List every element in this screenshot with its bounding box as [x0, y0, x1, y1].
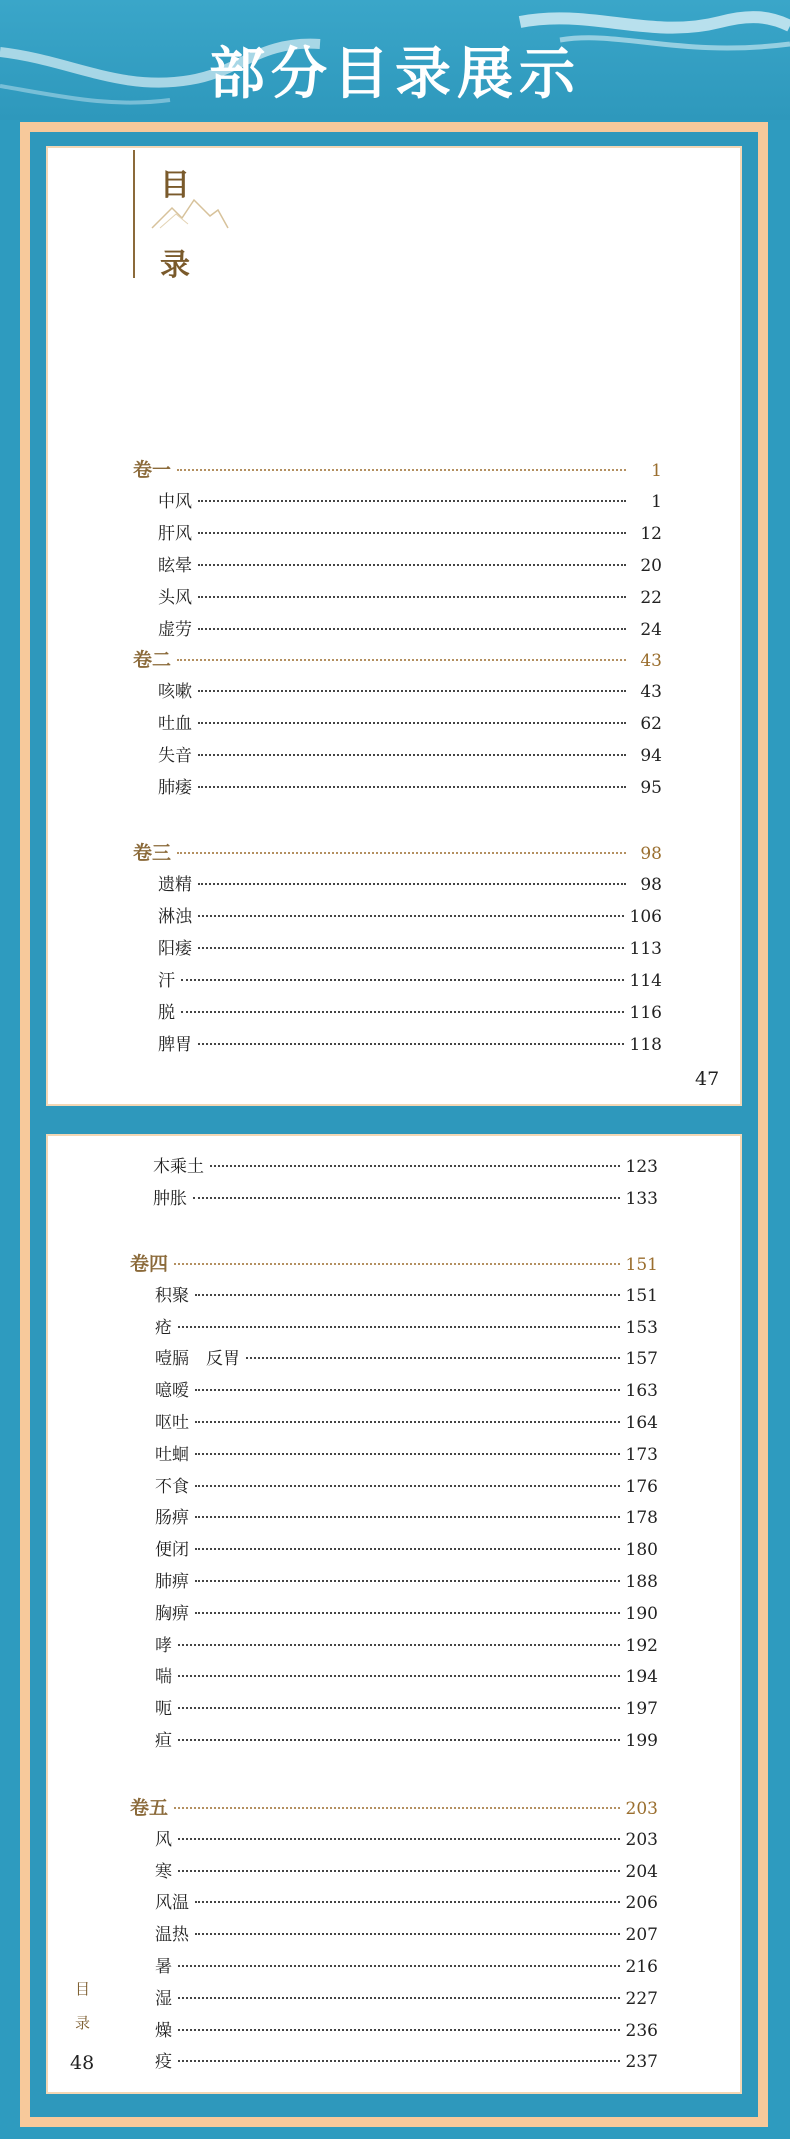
page-ref: 113 [629, 939, 662, 959]
page-ref: 22 [640, 588, 662, 608]
volume-row [133, 838, 662, 865]
toc-entry [158, 487, 662, 512]
page-ref: 62 [640, 714, 662, 734]
entry-label: 喘 [155, 1667, 172, 1688]
page-ref: 203 [625, 1829, 658, 1850]
toc-entry [155, 1313, 658, 1338]
entry-label: 阳痿 [158, 939, 192, 959]
toc-entry [155, 1535, 658, 1560]
dot-leader [195, 1516, 620, 1518]
page-ref: 133 [625, 1189, 658, 1209]
dot-leader [178, 1675, 620, 1677]
toc-entry [155, 1920, 658, 1945]
page-ref: 194 [625, 1667, 658, 1688]
dot-leader [177, 852, 626, 854]
entry-label: 不食 [155, 1476, 189, 1497]
page-ref: 227 [625, 1988, 658, 2009]
toc-entry [153, 1184, 658, 1209]
entry-label: 寒 [155, 1861, 172, 1882]
dot-leader [195, 1294, 620, 1296]
dot-leader [195, 1612, 620, 1614]
dot-leader [178, 1965, 620, 1967]
page-ref: 106 [629, 907, 662, 927]
page-ref: 118 [629, 1035, 662, 1055]
toc-entry [155, 1567, 658, 1592]
page-ref: 20 [640, 556, 662, 576]
toc-entry [155, 1857, 658, 1882]
entry-label: 汗 [158, 971, 175, 991]
toc-heading-bottom: 录 [160, 248, 190, 283]
entry-label: 吐蛔 [155, 1444, 189, 1465]
toc-entry [155, 1440, 658, 1465]
page-ref: 206 [625, 1893, 658, 1914]
toc-entry [155, 1726, 658, 1751]
page-ref: 237 [625, 2052, 658, 2073]
entry-label: 噫嗳 [155, 1381, 189, 1402]
page-ref: 216 [625, 1957, 658, 1977]
entry-label: 胸痹 [155, 1603, 189, 1624]
entry-label: 风 [155, 1829, 172, 1850]
entry-label: 积聚 [155, 1285, 189, 1306]
volume-title: 卷二 [133, 649, 172, 671]
toc-heading-top: 目 [160, 168, 190, 203]
dot-leader [198, 500, 626, 502]
entry-label: 肠痹 [155, 1508, 189, 1529]
volume-title: 卷三 [133, 842, 172, 864]
dot-leader [195, 1580, 620, 1582]
page-ref: 12 [640, 524, 662, 544]
dot-leader [198, 947, 624, 949]
entry-label: 湿 [155, 1988, 172, 2009]
entry-label: 头风 [158, 588, 192, 608]
page-ref: 173 [625, 1444, 658, 1465]
dot-leader [198, 532, 626, 534]
page-ref: 94 [640, 746, 662, 766]
dot-leader [181, 979, 624, 981]
dot-leader [198, 722, 626, 724]
toc-entry [155, 2016, 658, 2041]
dot-leader [198, 786, 626, 788]
page-number-48: 48 [70, 2052, 95, 2074]
toc-entry [158, 870, 662, 895]
entry-label: 肺痹 [155, 1572, 189, 1592]
mountain-icon [150, 196, 230, 232]
toc-entry [158, 551, 662, 576]
toc-entry [155, 1952, 658, 1977]
heading-rule [133, 150, 135, 278]
page-ref: 123 [625, 1157, 658, 1177]
page-ref: 164 [625, 1413, 658, 1433]
page-ref: 151 [625, 1285, 658, 1306]
entry-label: 哮 [155, 1635, 172, 1656]
toc-entry [155, 1344, 658, 1369]
entry-label: 温热 [155, 1925, 189, 1946]
dot-leader [174, 1263, 620, 1265]
page-ref: 43 [640, 651, 662, 671]
dot-leader [198, 564, 626, 566]
dot-leader [178, 1870, 620, 1872]
toc-entry [158, 773, 662, 798]
toc-entry [155, 1825, 658, 1850]
entry-label: 疮 [155, 1317, 172, 1338]
dot-leader [193, 1197, 620, 1199]
toc-entry [155, 1376, 658, 1401]
page-ref: 98 [640, 875, 662, 895]
page-ref: 203 [625, 1799, 658, 1819]
page-ref: 98 [640, 844, 662, 864]
entry-label: 肝风 [158, 524, 192, 544]
toc-entry [153, 1152, 658, 1177]
dot-leader [210, 1165, 620, 1167]
dot-leader [198, 690, 626, 692]
entry-label: 虚劳 [158, 620, 192, 640]
toc-entry [155, 1662, 658, 1687]
entry-label: 肿胀 [153, 1189, 187, 1209]
entry-label: 燥 [155, 2020, 172, 2041]
toc-entry [155, 1472, 658, 1497]
page-ref: 114 [629, 971, 662, 991]
dot-leader [195, 1485, 620, 1487]
toc-entry [158, 966, 662, 991]
dot-leader [178, 1997, 620, 1999]
dot-leader [246, 1357, 620, 1359]
dot-leader [198, 1043, 624, 1045]
page-ref: 180 [625, 1540, 658, 1561]
page-ref: 199 [625, 1731, 658, 1751]
page-ref: 204 [625, 1861, 658, 1882]
dot-leader [198, 596, 626, 598]
dot-leader [195, 1548, 620, 1550]
page-ref: 1 [651, 492, 662, 512]
toc-entry [158, 902, 662, 927]
dot-leader [178, 1326, 620, 1328]
dot-leader [178, 2060, 620, 2062]
dot-leader [177, 659, 626, 661]
entry-label: 肺痿 [158, 778, 192, 798]
toc-entry [155, 1408, 658, 1433]
dot-leader [174, 1807, 620, 1809]
side-mark-top: 目 [75, 1980, 91, 1998]
page-ref: 188 [625, 1572, 658, 1592]
entry-label: 疫 [155, 2052, 172, 2073]
volume-row [130, 1249, 658, 1276]
page-ref: 157 [625, 1349, 658, 1370]
page-ref: 153 [625, 1317, 658, 1338]
page-ref: 24 [640, 620, 662, 640]
side-mark-bottom: 录 [75, 2014, 91, 2032]
dot-leader [177, 469, 626, 471]
dot-leader [198, 628, 626, 630]
page-ref: 190 [625, 1603, 658, 1624]
page-ref: 163 [625, 1381, 658, 1402]
dot-leader [195, 1389, 620, 1391]
toc-entry [155, 1888, 658, 1913]
toc-entry [158, 615, 662, 640]
toc-entry [155, 1631, 658, 1656]
toc-entry [158, 709, 662, 734]
entry-label: 木乘土 [153, 1157, 204, 1177]
dot-leader [198, 915, 624, 917]
toc-entry [155, 1599, 658, 1624]
toc-entry [155, 1503, 658, 1528]
dot-leader [178, 1739, 620, 1741]
toc-entry [158, 519, 662, 544]
dot-leader [178, 2029, 620, 2031]
dot-leader [198, 754, 626, 756]
entry-label: 暑 [155, 1957, 172, 1977]
title-banner [0, 0, 790, 120]
entry-label: 淋浊 [158, 907, 192, 927]
entry-label: 吐血 [158, 714, 192, 734]
toc-entry [158, 741, 662, 766]
entry-label: 遗精 [158, 875, 192, 895]
volume-row [133, 455, 662, 482]
volume-title: 卷一 [133, 459, 172, 481]
dot-leader [178, 1838, 620, 1840]
entry-label: 风温 [155, 1893, 189, 1914]
dot-leader [178, 1644, 620, 1646]
entry-label: 脾胃 [158, 1035, 192, 1055]
page-ref: 207 [625, 1925, 658, 1946]
dot-leader [195, 1933, 620, 1935]
dot-leader [195, 1421, 620, 1423]
page-number-47: 47 [695, 1068, 720, 1090]
page-ref: 95 [640, 778, 662, 798]
dot-leader [195, 1901, 620, 1903]
dot-leader [198, 883, 626, 885]
volume-row [130, 1793, 658, 1820]
page-ref: 1 [651, 461, 662, 481]
toc-entry [158, 677, 662, 702]
entry-label: 便闭 [155, 1540, 189, 1561]
entry-label: 疸 [155, 1731, 172, 1751]
entry-label: 脱 [158, 1003, 175, 1023]
volume-title: 卷五 [130, 1797, 169, 1819]
page-ref: 151 [625, 1255, 658, 1275]
entry-label: 中风 [158, 492, 192, 512]
toc-entry [155, 1984, 658, 2009]
page-ref: 116 [629, 1003, 662, 1023]
page-ref: 43 [640, 682, 662, 702]
dot-leader [181, 1011, 624, 1013]
toc-entry [155, 1281, 658, 1306]
page-ref: 236 [625, 2020, 658, 2041]
toc-entry [158, 934, 662, 959]
entry-label: 失音 [158, 746, 192, 766]
volume-row [133, 645, 662, 672]
toc-entry [158, 998, 662, 1023]
entry-label: 噎膈 反胃 [155, 1349, 240, 1370]
page-ref: 178 [625, 1508, 658, 1529]
toc-entry [158, 583, 662, 608]
entry-label: 呃 [155, 1699, 172, 1720]
entry-label: 咳嗽 [158, 682, 192, 702]
toc-entry [155, 1694, 658, 1719]
entry-label: 眩晕 [158, 556, 192, 576]
toc-entry [158, 1030, 662, 1055]
volume-title: 卷四 [130, 1253, 169, 1275]
page-ref: 197 [625, 1699, 658, 1720]
dot-leader [195, 1453, 620, 1455]
page-ref: 176 [625, 1476, 658, 1497]
dot-leader [178, 1707, 620, 1709]
toc-entry [155, 2047, 658, 2072]
entry-label: 呕吐 [155, 1413, 189, 1433]
banner-title: 部分目录展示 [209, 42, 581, 107]
page-ref: 192 [625, 1635, 658, 1656]
